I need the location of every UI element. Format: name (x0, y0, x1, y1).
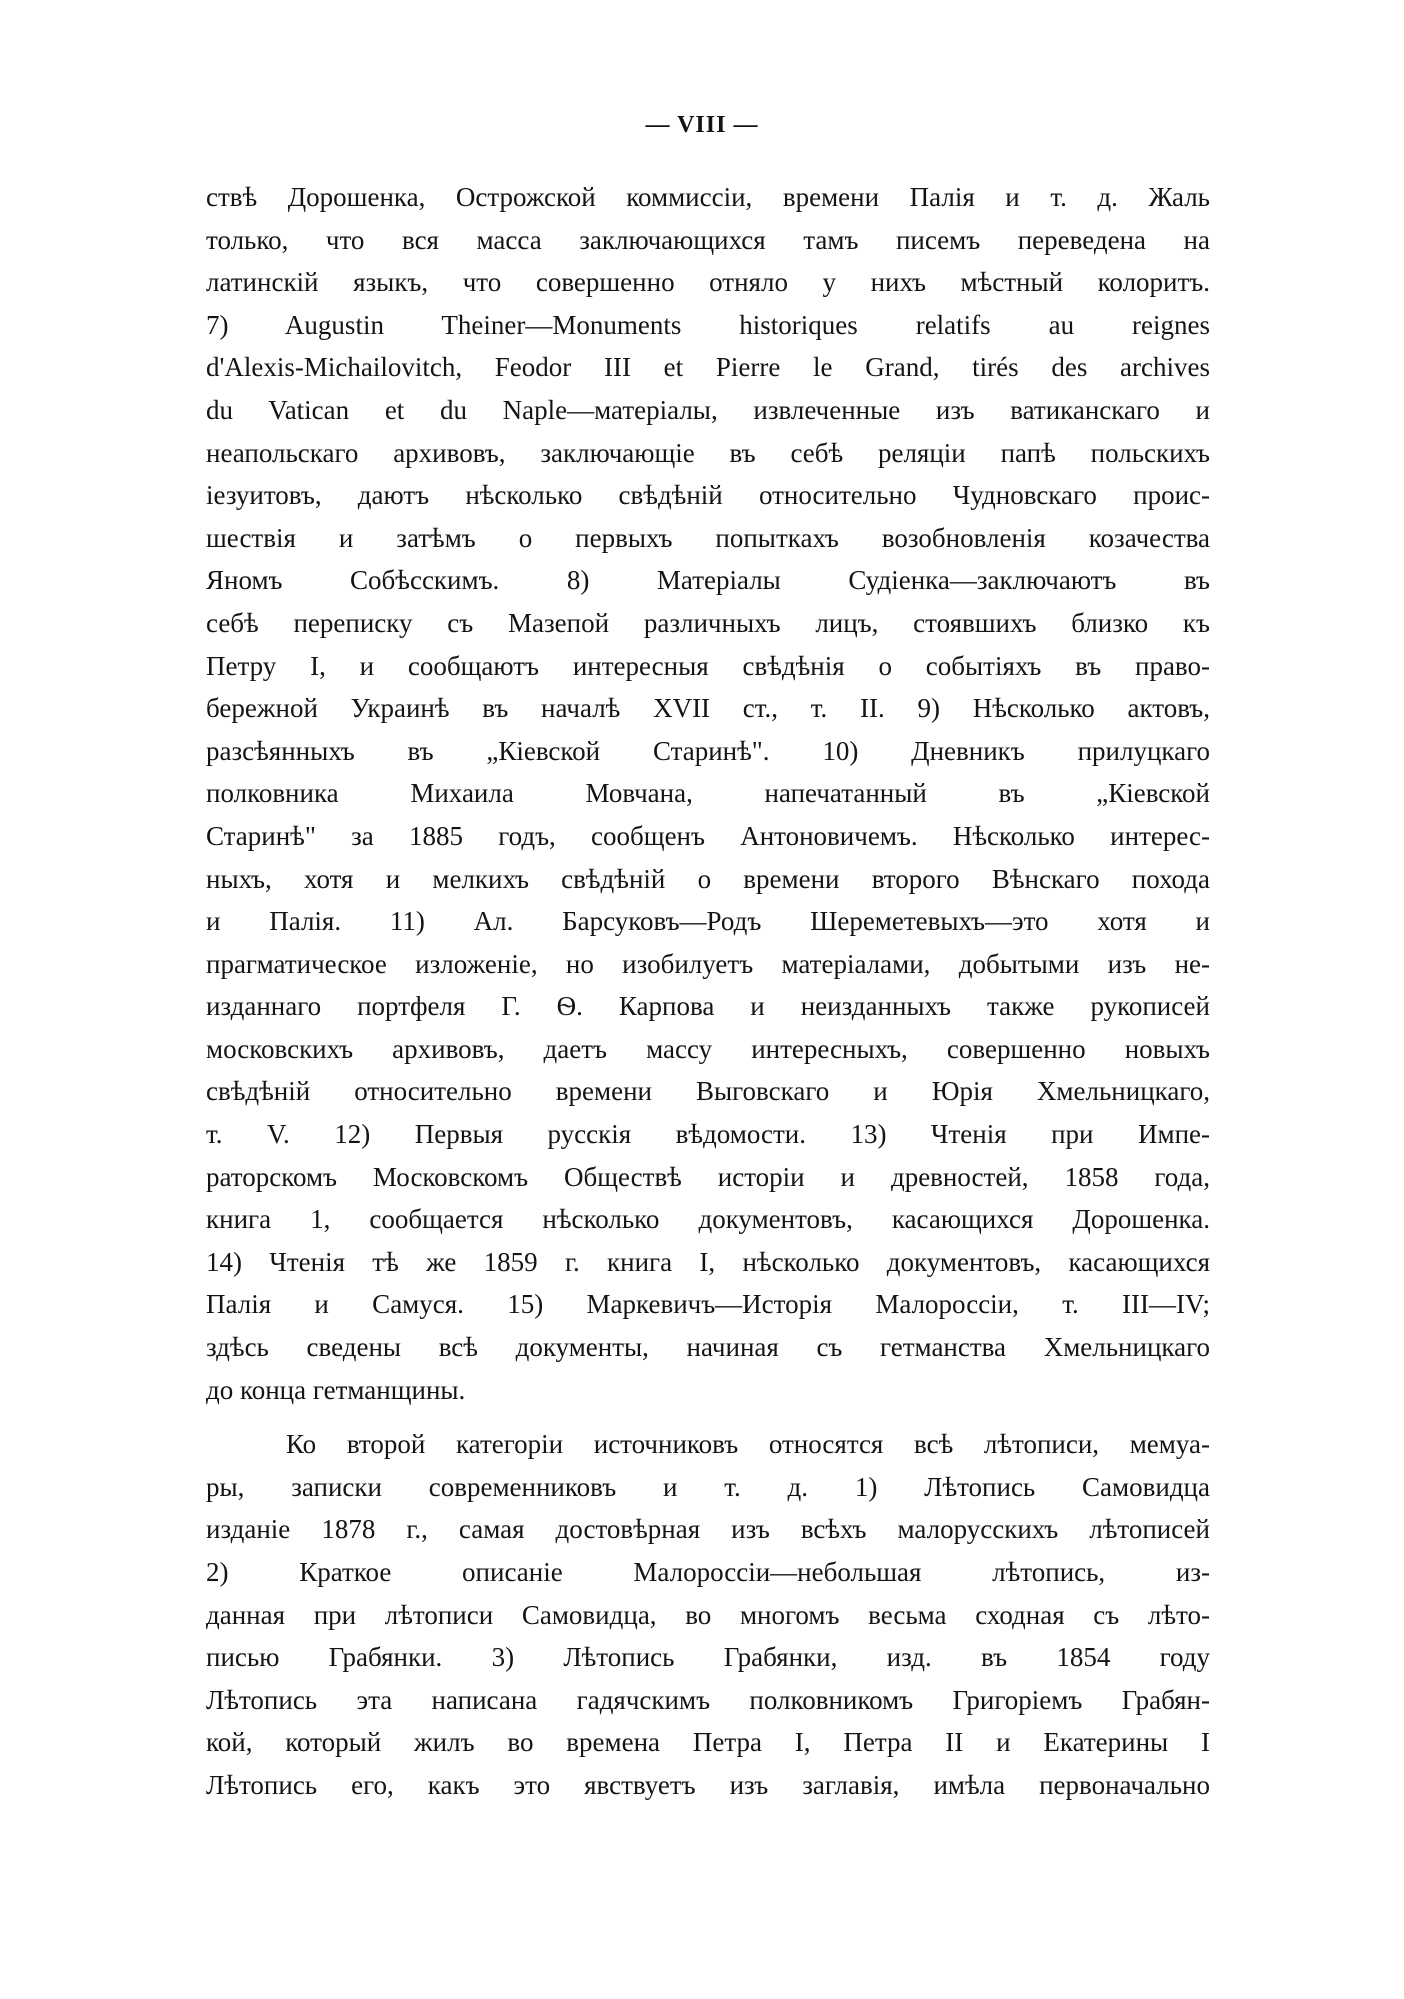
text-line: изданнаго портфеля Г. Ѳ. Карпова и неизданныхъ также рукописей (206, 991, 1210, 1022)
text-line: неапольскаго архивовъ, заключающіе въ себѣ реляціи папѣ польскихъ (206, 437, 1210, 468)
text-line: кой, который жилъ во времена Петра I, Петра II и Екатерины I (206, 1727, 1210, 1758)
text-line: Старинѣ" за 1885 годъ, сообщенъ Антоновичемъ. Нѣсколько интерес- (206, 820, 1210, 851)
text-line: изданіе 1878 г., самая достовѣрная изъ всѣхъ малорусскихъ лѣтописей (206, 1514, 1210, 1545)
text-line: Лѣтопись его, какъ это явствуетъ изъ заглавія, имѣла первоначально (206, 1769, 1210, 1800)
text-line: только, что вся масса заключающихся тамъ писемъ переведена на (206, 224, 1210, 255)
text-line: книга 1, сообщается нѣсколько документовъ, касающихся Дорошенка. (206, 1204, 1210, 1235)
text-line: латинскій языкъ, что совершенно отняло у нихъ мѣстный колоритъ. (206, 267, 1210, 298)
text-line: Лѣтопись эта написана гадячскимъ полковникомъ Григоріемъ Грабян- (206, 1684, 1210, 1715)
text-line: 2) Краткое описаніе Малороссіи—небольшая лѣтопись, из- (206, 1557, 1210, 1587)
text-line: Петру I, и сообщаютъ интересныя свѣдѣнія о событіяхъ въ право- (206, 650, 1210, 681)
text-line: 7) Augustin Theiner—Monuments historiques relatifs au reignes (206, 309, 1210, 340)
text-line: du Vatican et du Naple—матеріалы, извлеченные изъ ватиканскаго и (206, 394, 1210, 425)
text-line: свѣдѣній относительно времени Выговскаго и Юрія Хмельницкаго, (206, 1076, 1210, 1107)
text-line: себѣ переписку съ Мазепой различныхъ лицъ, стоявшихъ близко къ (206, 607, 1210, 638)
text-line: прагматическое изложеніе, но изобилуетъ матеріалами, добытыми изъ не- (206, 948, 1210, 979)
text-line: до конца гетманщины. (206, 1374, 466, 1405)
paragraph-2 (206, 1423, 1210, 1806)
text-line: разсѣянныхъ въ „Кіевской Старинѣ". 10) Дневникъ прилуцкаго (206, 735, 1210, 766)
text-line: ныхъ, хотя и мелкихъ свѣдѣній о времени второго Вѣнскаго похода (206, 863, 1210, 894)
paragraph-gap (206, 1411, 1210, 1423)
text-line: московскихъ архивовъ, даетъ массу интересныхъ, совершенно новыхъ (206, 1033, 1210, 1064)
text-line: данная при лѣтописи Самовидца, во многомъ весьма сходная съ лѣто- (206, 1599, 1210, 1630)
page-number: — VIII — (645, 112, 759, 138)
text-line: т. V. 12) Первыя русскія вѣдомости. 13) Чтенія при Импе- (206, 1119, 1210, 1150)
text-line: раторскомъ Московскомъ Обществѣ исторіи и древностей, 1858 года, (206, 1161, 1210, 1192)
body-text (206, 176, 1210, 1807)
text-line: бережной Украинѣ въ началѣ XVII ст., т. II. 9) Нѣсколько актовъ, (206, 693, 1210, 724)
text-line: ствѣ Дорошенка, Острожской коммиссіи, времени Палія и т. д. Жаль (206, 182, 1210, 212)
text-line: шествія и затѣмъ о первыхъ попыткахъ возобновленія козачества (206, 522, 1210, 553)
text-line: іезуитовъ, даютъ нѣсколько свѣдѣній относительно Чудновскаго проис- (206, 480, 1210, 511)
text-line: Палія и Самуся. 15) Маркевичъ—Исторія Малороссіи, т. III—IV; (206, 1289, 1210, 1320)
text-line: ры, записки современниковъ и т. д. 1) Лѣтопись Самовидца (206, 1471, 1210, 1502)
text-line: Яномъ Собѣсскимъ. 8) Матеріалы Судіенка—заключаютъ въ (206, 565, 1210, 596)
text-line: полковника Михаила Мовчана, напечатанный въ „Кіевской (206, 778, 1210, 809)
text-line: здѣсь сведены всѣ документы, начиная съ гетманства Хмельницкаго (206, 1332, 1210, 1363)
text-line: d'Alexis-Michailovitch, Feodor III et Pierre le Grand, tirés des archives (206, 352, 1210, 383)
text-line: и Палія. 11) Ал. Барсуковъ—Родъ Шереметевыхъ—это хотя и (206, 906, 1210, 937)
text-line: писью Грабянки. 3) Лѣтопись Грабянки, изд. въ 1854 году (206, 1642, 1210, 1673)
paragraph-1 (206, 176, 1210, 1411)
text-line: 14) Чтенія тѣ же 1859 г. книга I, нѣсколько документовъ, касающихся (206, 1246, 1210, 1277)
text-line: Ко второй категоріи источниковъ относятся всѣ лѣтописи, мемуа- (286, 1429, 1210, 1460)
